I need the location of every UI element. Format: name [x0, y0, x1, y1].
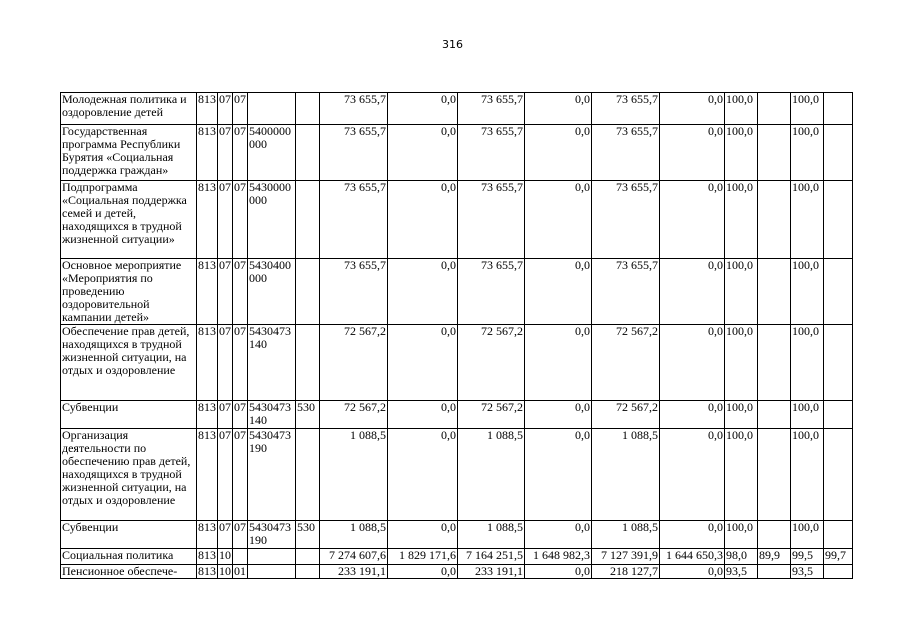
percent-cell [824, 429, 853, 521]
section-code-cell: 07 [218, 521, 233, 549]
percent-cell: 100,0 [791, 401, 824, 429]
value-cell: 0,0 [388, 325, 458, 401]
grbs-code-cell: 813 [197, 549, 218, 565]
table-row [61, 565, 853, 579]
value-cell: 73 655,7 [592, 259, 660, 325]
row-name-cell: Подпрограмма «Социальная поддержка семей и детей, находящихся в трудной жизненной ситуации» [61, 181, 197, 259]
value-cell: 1 648 982,3 [525, 549, 592, 565]
subsection-code-cell: 07 [233, 125, 248, 181]
value-cell: 1 088,5 [320, 521, 388, 549]
expense-type-cell [296, 93, 320, 125]
target-article-cell [248, 549, 296, 565]
value-cell: 1 088,5 [458, 521, 525, 549]
section-code-cell: 07 [218, 401, 233, 429]
value-cell: 0,0 [525, 429, 592, 521]
value-cell: 0,0 [525, 93, 592, 125]
value-cell: 0,0 [660, 401, 725, 429]
percent-cell [824, 325, 853, 401]
value-cell: 0,0 [660, 259, 725, 325]
grbs-code-cell: 813 [198, 564, 216, 578]
row-name-cell: Основное мероприятие «Мероприятия по проведению оздоровительной кампании детей» [61, 259, 197, 325]
table-row [61, 549, 853, 565]
percent-cell: 100,0 [791, 125, 824, 181]
value-cell: 0,0 [660, 565, 725, 579]
target-article-cell: 5400000000 [248, 125, 296, 181]
section-code-cell: 07 [218, 325, 233, 401]
percent-cell: 100,0 [791, 181, 824, 259]
subsection-code-cell: 07 [233, 401, 248, 429]
percent-cell [758, 125, 791, 181]
percent-cell: 100,0 [725, 429, 758, 521]
value-cell: 0,0 [660, 125, 725, 181]
row-name-cell: Социальная политика [61, 549, 197, 565]
percent-cell [824, 181, 853, 259]
value-cell: 0,0 [660, 521, 725, 549]
value-cell: 73 655,7 [592, 181, 660, 259]
value-cell: 73 655,7 [320, 93, 388, 125]
percent-cell [758, 181, 791, 259]
percent-cell [824, 401, 853, 429]
table-row [61, 181, 853, 259]
value-cell: 0,0 [525, 259, 592, 325]
percent-cell [824, 521, 853, 549]
value-cell: 72 567,2 [458, 325, 525, 401]
target-article-cell [248, 93, 296, 125]
percent-cell: 100,0 [725, 125, 758, 181]
subsection-code-cell: 07 [233, 429, 248, 521]
subsection-code-cell [233, 549, 248, 565]
percent-cell [824, 125, 853, 181]
value-cell: 73 655,7 [320, 181, 388, 259]
grbs-code-cell: 813 [197, 521, 218, 549]
grbs-code-cell: 813 [197, 401, 218, 429]
value-cell: 233 191,1 [458, 565, 525, 579]
value-cell: 0,0 [525, 125, 592, 181]
expense-type-cell [296, 565, 320, 579]
value-cell: 73 655,7 [458, 181, 525, 259]
table-row [61, 325, 853, 401]
page-number: 316 [442, 38, 463, 51]
section-code-cell: 07 [218, 125, 233, 181]
expense-type-cell [296, 125, 320, 181]
value-cell: 1 644 650,3 [660, 549, 725, 565]
value-cell: 0,0 [525, 521, 592, 549]
percent-cell: 100,0 [725, 259, 758, 325]
value-cell: 72 567,2 [320, 325, 388, 401]
expense-type-cell [296, 549, 320, 565]
value-cell: 73 655,7 [320, 259, 388, 325]
percent-cell: 100,0 [791, 521, 824, 549]
percent-cell [758, 401, 791, 429]
row-name-cell: Субвенции [61, 401, 197, 429]
table-row [61, 521, 853, 549]
target-article-cell: 5430400000 [248, 259, 296, 325]
target-article-cell [248, 565, 296, 579]
value-cell: 0,0 [388, 521, 458, 549]
value-cell: 0,0 [660, 429, 725, 521]
section-code-cell: 10 [218, 549, 233, 565]
value-cell: 0,0 [388, 429, 458, 521]
percent-cell [824, 565, 853, 579]
target-article-cell: 5430473190 [248, 429, 296, 521]
value-cell: 0,0 [388, 565, 458, 579]
grbs-code-cell: 813 [197, 125, 218, 181]
percent-cell: 100,0 [791, 93, 824, 125]
value-cell: 0,0 [388, 93, 458, 125]
target-article-cell: 5430473140 [248, 401, 296, 429]
percent-cell: 93,5 [725, 565, 758, 579]
row-name-cell: Пенсионное обеспече- [61, 565, 197, 579]
value-cell: 72 567,2 [592, 325, 660, 401]
section-code-cell: 07 [218, 429, 233, 521]
grbs-code-cell: 813 [197, 93, 218, 125]
percent-cell [758, 93, 791, 125]
percent-cell [824, 93, 853, 125]
value-cell: 233 191,1 [320, 565, 388, 579]
expense-type-cell [296, 259, 320, 325]
value-cell: 73 655,7 [458, 93, 525, 125]
target-article-cell: 5430473140 [248, 325, 296, 401]
value-cell: 73 655,7 [320, 125, 388, 181]
table-row [61, 125, 853, 181]
percent-cell [758, 429, 791, 521]
row-name-cell: Субвенции [61, 521, 197, 549]
value-cell: 0,0 [525, 181, 592, 259]
value-cell: 72 567,2 [458, 401, 525, 429]
subsection-code-cell: 07 [233, 259, 248, 325]
percent-cell [758, 259, 791, 325]
expense-type-cell [296, 181, 320, 259]
value-cell: 218 127,7 [592, 565, 660, 579]
value-cell: 72 567,2 [592, 401, 660, 429]
percent-cell: 98,0 [725, 549, 758, 565]
budget-table-body [61, 93, 853, 579]
value-cell: 0,0 [388, 125, 458, 181]
value-cell: 73 655,7 [458, 259, 525, 325]
value-cell: 7 164 251,5 [458, 549, 525, 565]
table-row [61, 429, 853, 521]
grbs-code-cell: 813 [197, 259, 218, 325]
table-row [61, 259, 853, 325]
grbs-code-cell: 813 [197, 325, 218, 401]
subsection-code-cell: 01 [234, 564, 246, 578]
percent-cell [824, 259, 853, 325]
value-cell: 72 567,2 [320, 401, 388, 429]
percent-cell: 100,0 [791, 429, 824, 521]
value-cell: 0,0 [525, 325, 592, 401]
section-code-cell: 10 [219, 564, 231, 578]
target-article-cell: 5430473190 [248, 521, 296, 549]
percent-cell: 93,5 [791, 565, 824, 579]
percent-cell [758, 521, 791, 549]
subsection-code-cell: 07 [233, 325, 248, 401]
subsection-code-cell: 07 [233, 181, 248, 259]
subsection-code-cell: 07 [233, 93, 248, 125]
value-cell: 0,0 [660, 93, 725, 125]
percent-cell: 99,7 [824, 549, 853, 565]
row-name-cell: Молодежная политика и оздоровление детей [61, 93, 197, 125]
percent-cell [758, 565, 791, 579]
percent-cell: 100,0 [725, 93, 758, 125]
value-cell: 73 655,7 [592, 93, 660, 125]
value-cell: 73 655,7 [592, 125, 660, 181]
value-cell: 0,0 [525, 401, 592, 429]
value-cell: 73 655,7 [458, 125, 525, 181]
percent-cell: 89,9 [758, 549, 791, 565]
expense-type-cell: 530 [296, 521, 320, 549]
value-cell: 0,0 [388, 181, 458, 259]
value-cell: 0,0 [660, 181, 725, 259]
table-row [61, 401, 853, 429]
section-code-cell: 07 [218, 93, 233, 125]
value-cell: 7 127 391,9 [592, 549, 660, 565]
grbs-code-cell: 813 [197, 181, 218, 259]
value-cell: 1 088,5 [592, 521, 660, 549]
value-cell: 0,0 [660, 325, 725, 401]
row-name-cell: Организация деятельности по обеспечению прав детей, находящихся в трудной жизненной ситуации, на отдых и оздоровление [61, 429, 197, 521]
value-cell: 7 274 607,6 [320, 549, 388, 565]
section-code-cell: 07 [218, 181, 233, 259]
percent-cell: 100,0 [725, 181, 758, 259]
table-row [61, 93, 853, 125]
grbs-code-cell: 813 [197, 429, 218, 521]
percent-cell: 100,0 [791, 259, 824, 325]
percent-cell: 100,0 [725, 401, 758, 429]
value-cell: 0,0 [388, 401, 458, 429]
value-cell: 1 829 171,6 [388, 549, 458, 565]
section-code-cell: 07 [218, 259, 233, 325]
budget-table [60, 92, 853, 579]
percent-cell: 100,0 [725, 521, 758, 549]
value-cell: 0,0 [525, 565, 592, 579]
target-article-cell: 5430000000 [248, 181, 296, 259]
expense-type-cell [296, 325, 320, 401]
value-cell: 0,0 [388, 259, 458, 325]
percent-cell: 100,0 [725, 325, 758, 401]
percent-cell [758, 325, 791, 401]
expense-type-cell [296, 429, 320, 521]
value-cell: 1 088,5 [592, 429, 660, 521]
percent-cell: 100,0 [791, 325, 824, 401]
row-name-cell: Обеспечение прав детей, находящихся в трудной жизненной ситуации, на отдых и оздоровление [61, 325, 197, 401]
percent-cell: 99,5 [791, 549, 824, 565]
value-cell: 1 088,5 [458, 429, 525, 521]
value-cell: 1 088,5 [320, 429, 388, 521]
row-name-cell: Государственная программа Республики Бурятия «Социальная поддержка граждан» [61, 125, 197, 181]
expense-type-cell: 530 [296, 401, 320, 429]
subsection-code-cell: 07 [233, 521, 248, 549]
